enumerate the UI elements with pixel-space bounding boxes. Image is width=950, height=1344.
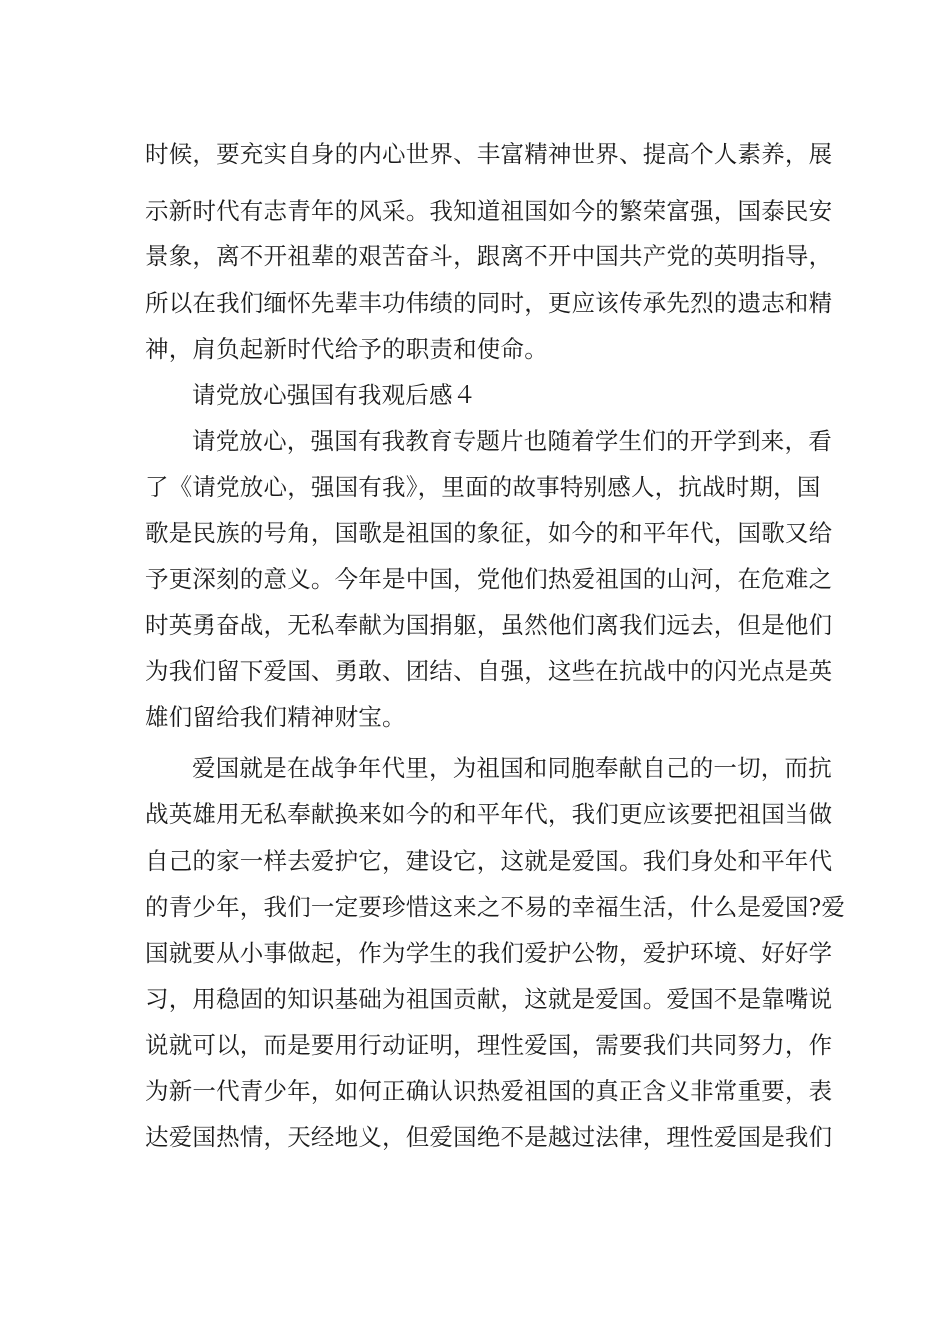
paragraph-line: 神，肩负起新时代给予的职责和使命。 <box>145 335 548 363</box>
paragraph-line: 请党放心，强国有我教育专题片也随着学生们的开学到来，看 <box>192 427 832 455</box>
paragraph-line: 雄们留给我们精神财宝。 <box>145 703 406 731</box>
paragraph-line: 示新时代有志青年的风采。我知道祖国如今的繁荣富强，国泰民安 <box>145 197 833 225</box>
paragraph-line: 爱国就是在战争年代里，为祖国和同胞奉献自己的一切，而抗 <box>192 754 832 782</box>
paragraph-line: 为我们留下爱国、勇敢、团结、自强，这些在抗战中的闪光点是英 <box>145 657 833 685</box>
paragraph-line: 歌是民族的号角，国歌是祖国的象征，如今的和平年代，国歌又给 <box>145 519 833 547</box>
paragraph-line: 时候，要充实自身的内心世界、丰富精神世界、提高个人素养，展 <box>145 140 833 168</box>
paragraph-line: 达爱国热情，天经地义，但爱国绝不是越过法律，理性爱国是我们 <box>145 1123 833 1151</box>
paragraph-line: 所以在我们缅怀先辈丰功伟绩的同时，更应该传承先烈的遗志和精 <box>145 289 833 317</box>
paragraph-line: 为新一代青少年，如何正确认识热爱祖国的真正含义非常重要，表 <box>145 1077 833 1105</box>
paragraph-line: 予更深刻的意义。今年是中国，党他们热爱祖国的山河，在危难之 <box>145 565 833 593</box>
paragraph-line: 战英雄用无私奉献换来如今的和平年代，我们更应该要把祖国当做 <box>145 800 833 828</box>
paragraph-line: 说就可以，而是要用行动证明，理性爱国，需要我们共同努力，作 <box>145 1031 833 1059</box>
paragraph-line: 自己的家一样去爱护它，建设它，这就是爱国。我们身处和平年代 <box>145 847 833 875</box>
paragraph-line: 的青少年，我们一定要珍惜这来之不易的幸福生活，什么是爱国?爱 <box>145 893 846 921</box>
paragraph-line: 了《请党放心，强国有我》，里面的故事特别感人，抗战时期，国 <box>145 473 821 501</box>
paragraph-line: 国就要从小事做起，作为学生的我们爱护公物，爱护环境、好好学 <box>145 939 833 967</box>
section-heading: 请党放心强国有我观后感４ <box>192 381 477 409</box>
paragraph-line: 景象，离不开祖辈的艰苦奋斗，跟离不开中国共产党的英明指导， <box>145 242 833 270</box>
paragraph-line: 习，用稳固的知识基础为祖国贡献，这就是爱国。爱国不是靠嘴说 <box>145 985 833 1013</box>
paragraph-line: 时英勇奋战，无私奉献为国捐躯，虽然他们离我们远去，但是他们 <box>145 611 833 639</box>
